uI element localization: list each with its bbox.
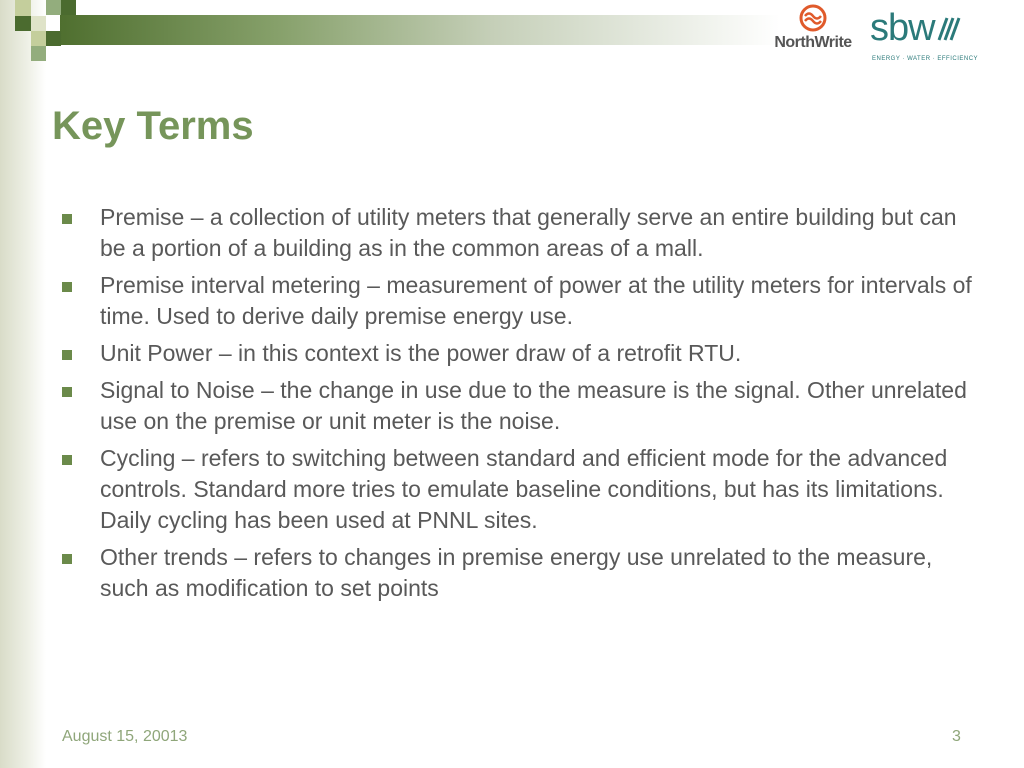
bullet-text: Other trends – refers to changes in premise energy use unrelated to the measure, such as modification to set points <box>100 544 933 601</box>
decor-square <box>15 0 31 16</box>
bullet-text: Premise – a collection of utility meters that generally serve an entire building but can be a portion of a building as in the common areas of a mall. <box>100 204 957 261</box>
list-item <box>62 443 972 536</box>
list-item <box>62 338 972 369</box>
decor-square <box>31 31 46 46</box>
northwrite-logo <box>766 4 860 56</box>
sbw-tagline: ENERGY · WATER · EFFICIENCY <box>872 56 979 62</box>
slide-title: Key Terms <box>52 104 254 148</box>
sbw-logo <box>868 6 978 66</box>
bullet-text: Signal to Noise – the change in use due to the measure is the signal. Other unrelated use on the premise or unit meter is the noise. <box>100 377 967 434</box>
sbw-wordmark <box>870 6 963 50</box>
list-item <box>62 202 972 264</box>
sbw-name: sbw <box>870 7 935 49</box>
sbw-slashes-icon <box>937 16 963 42</box>
bullet-square-icon <box>62 282 72 292</box>
bullet-text: Cycling – refers to switching between standard and efficient mode for the advanced controls. Standard more tries to emulate baseline conditions, but has its limitations. Daily cycling has been used at PNNL sites. <box>100 445 948 533</box>
bullet-square-icon <box>62 455 72 465</box>
list-item <box>62 542 972 604</box>
footer-date: August 15, 20013 <box>62 728 188 745</box>
bullet-text: Premise interval metering – measurement of power at the utility meters for intervals of time. Used to derive daily premise energy use. <box>100 272 972 329</box>
decor-square <box>46 31 61 46</box>
bullet-square-icon <box>62 214 72 224</box>
left-decorative-bar <box>0 0 46 768</box>
bullet-square-icon <box>62 554 72 564</box>
bullet-text: Unit Power – in this context is the power draw of a retrofit RTU. <box>100 340 742 366</box>
list-item <box>62 270 972 332</box>
decor-square <box>61 0 76 15</box>
decor-square <box>31 16 46 31</box>
decor-square <box>31 46 46 61</box>
bullet-square-icon <box>62 387 72 397</box>
top-gradient-band <box>60 15 780 45</box>
bullet-square-icon <box>62 350 72 360</box>
northwrite-swirl-icon <box>798 4 828 32</box>
list-item <box>62 375 972 437</box>
decor-square <box>46 0 61 15</box>
page-number: 3 <box>952 728 961 745</box>
northwrite-wordmark: NorthWrite <box>774 34 852 51</box>
bullet-list <box>62 202 972 610</box>
decor-square <box>15 16 31 31</box>
